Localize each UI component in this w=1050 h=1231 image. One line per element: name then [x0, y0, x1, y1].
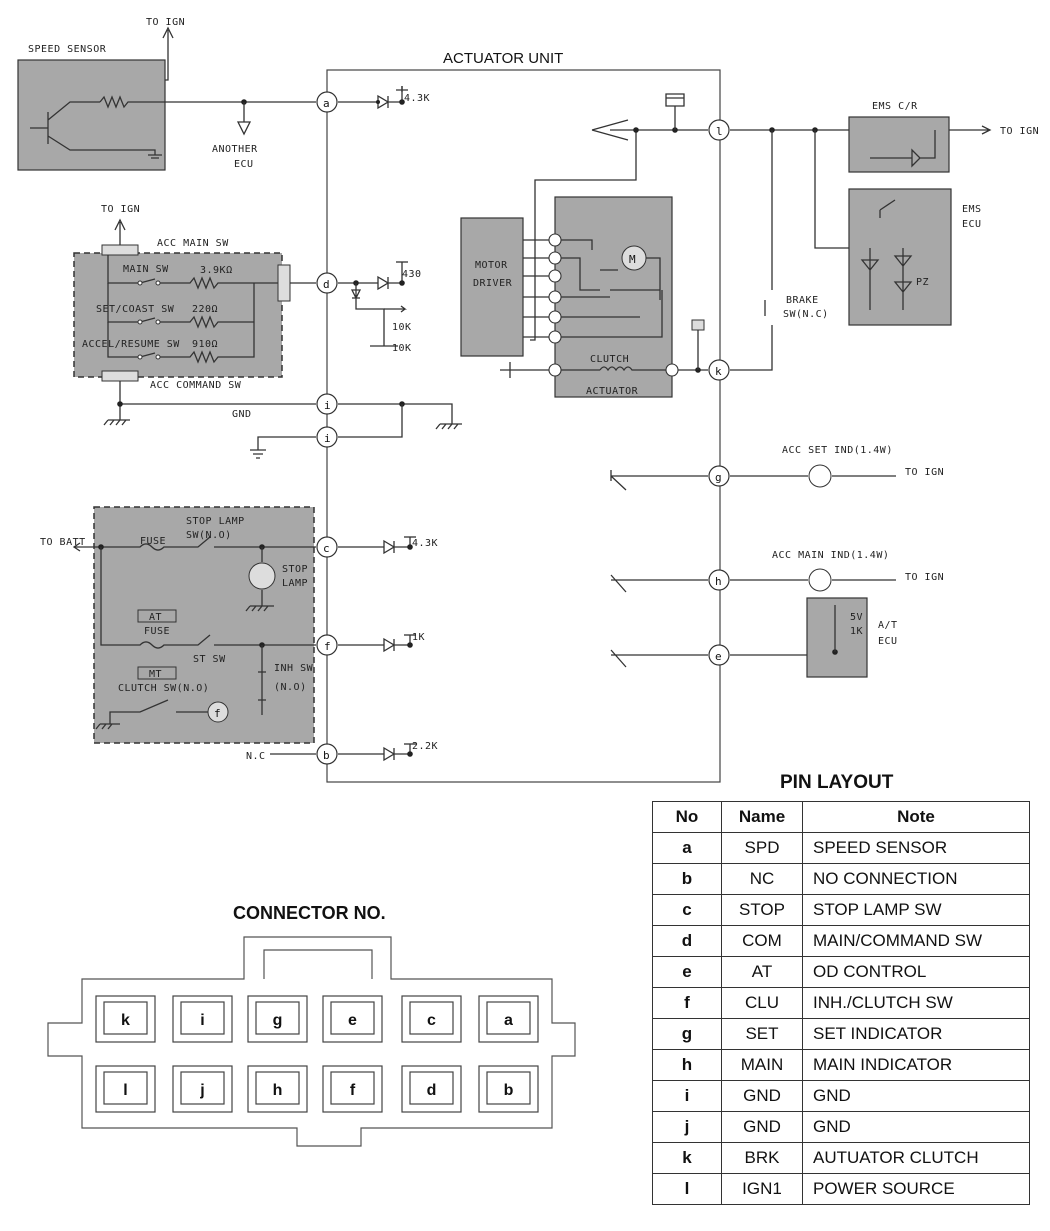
acc-main-ind-label: ACC MAIN IND(1.4W)	[772, 550, 890, 561]
pin-row	[653, 1081, 1030, 1112]
pin-no-cell: h	[653, 1050, 722, 1081]
pin-no-cell: g	[653, 1019, 722, 1050]
pin-c-resistor-label: 4.3K	[412, 538, 439, 549]
at-ecu-box	[807, 598, 867, 677]
pz-label: PZ	[916, 277, 930, 288]
pin-circle-l: l	[716, 125, 723, 138]
clutch-sw-label: CLUTCH SW(N.O)	[118, 683, 210, 694]
to-batt-label: TO BATT	[40, 537, 86, 548]
pin-circle-i-2: i	[324, 432, 331, 445]
to-ign-label-4: TO IGN	[905, 467, 945, 478]
pin-no-cell: f	[653, 988, 722, 1019]
inh-sw-label-2: (N.O)	[274, 682, 307, 693]
to-ign-label-5: TO IGN	[905, 572, 945, 583]
pin-name-cell: GND	[722, 1112, 803, 1143]
pin-note-cell: OD CONTROL	[803, 957, 1030, 988]
ems-cr-label: EMS C/R	[872, 101, 918, 112]
pin-name-cell: MAIN	[722, 1050, 803, 1081]
pin-d-resistor2-label: 10K	[392, 322, 412, 333]
pin-d-resistor3-label: 10K	[392, 343, 412, 354]
pin-circle-g: g	[715, 471, 722, 484]
pin-circle-f: f	[324, 640, 331, 653]
pin-row	[653, 833, 1030, 864]
motor-driver-label-2: DRIVER	[473, 278, 513, 289]
stop-lamp-label-2: LAMP	[282, 578, 309, 589]
connector-pin-letter: h	[272, 1082, 283, 1099]
pin-no-cell: e	[653, 957, 722, 988]
at-label: AT	[149, 612, 163, 623]
pin-name-cell: COM	[722, 926, 803, 957]
connector-pin-letter: i	[200, 1012, 205, 1029]
accel-resume-resistor-label: 910Ω	[192, 339, 219, 350]
pin-note-cell: GND	[803, 1112, 1030, 1143]
pin-name-cell: SPD	[722, 833, 803, 864]
stop-lamp-label-1: STOP	[282, 564, 309, 575]
pin-note-cell: SET INDICATOR	[803, 1019, 1030, 1050]
v5-label: 5V	[850, 612, 864, 623]
actuator-unit-box	[327, 70, 720, 782]
main-sw-resistor-label: 3.9KΩ	[200, 265, 233, 276]
acc-set-ind-label: ACC SET IND(1.4W)	[782, 445, 893, 456]
main-sw-label: MAIN SW	[123, 264, 169, 275]
pin-note-cell: MAIN INDICATOR	[803, 1050, 1030, 1081]
pin-row	[653, 1112, 1030, 1143]
acc-switch-box	[74, 253, 282, 377]
pin-no-cell: j	[653, 1112, 722, 1143]
connector-pin-letter: f	[349, 1082, 356, 1099]
connector-pin-letter: c	[427, 1012, 436, 1029]
actuator-unit-title: ACTUATOR UNIT	[443, 50, 564, 67]
pin-note-cell: INH./CLUTCH SW	[803, 988, 1030, 1019]
pin-circle-k: k	[715, 365, 722, 378]
to-ign-label-1: TO IGN	[146, 17, 186, 28]
pin-no-cell: l	[653, 1174, 722, 1205]
pin-layout-header-row	[653, 802, 1030, 833]
pin-name-cell: GND	[722, 1081, 803, 1112]
pin-note-cell: AUTUATOR CLUTCH	[803, 1143, 1030, 1174]
connector-pin-letter: b	[503, 1082, 514, 1099]
pin-row	[653, 957, 1030, 988]
pin-row	[653, 1050, 1030, 1081]
connector-pin-letter: j	[200, 1082, 205, 1099]
at-ecu-label-2: ECU	[878, 636, 898, 647]
pin-circle-i-1: i	[324, 399, 331, 412]
pin-layout-table	[652, 801, 1030, 1205]
f-circle-label: f	[214, 707, 221, 720]
pin-circle-d: d	[323, 278, 330, 291]
pin-no-cell: i	[653, 1081, 722, 1112]
pin-no-cell: d	[653, 926, 722, 957]
header-name: Name	[722, 802, 803, 833]
pin-note-cell: MAIN/COMMAND SW	[803, 926, 1030, 957]
inh-sw-label-1: INH SW	[274, 663, 314, 674]
pin-no-cell: b	[653, 864, 722, 895]
pin-no-cell: k	[653, 1143, 722, 1174]
pin-row	[653, 926, 1030, 957]
speed-sensor-label: SPEED SENSOR	[28, 44, 107, 55]
ems-ecu-label-1: EMS	[962, 204, 982, 215]
pin-name-cell: BRK	[722, 1143, 803, 1174]
r-1k-label: 1K	[850, 626, 864, 637]
connector-pin-letter: e	[348, 1012, 357, 1029]
to-ign-label-3: TO IGN	[1000, 126, 1040, 137]
fuse-label: FUSE	[140, 536, 167, 547]
connector-pin-letter: d	[426, 1082, 437, 1099]
pin-circle-c: c	[323, 542, 330, 555]
pin-circle-b: b	[323, 749, 330, 762]
at-fuse-label: FUSE	[144, 626, 171, 637]
header-note: Note	[803, 802, 1030, 833]
brake-sw-label-2: SW(N.C)	[783, 309, 829, 320]
connector-pin-letter: a	[504, 1012, 513, 1029]
pin-row	[653, 1143, 1030, 1174]
pin-name-cell: CLU	[722, 988, 803, 1019]
set-coast-sw-label: SET/COAST SW	[96, 304, 175, 315]
gnd-label: GND	[232, 409, 252, 420]
pin-no-cell: a	[653, 833, 722, 864]
pin-l-line	[592, 120, 708, 140]
pin-note-cell: GND	[803, 1081, 1030, 1112]
pin-layout-title: PIN LAYOUT	[780, 772, 894, 793]
connector-pin-letter: l	[123, 1082, 128, 1099]
st-sw-label: ST SW	[193, 654, 226, 665]
another-ecu-label-2: ECU	[234, 159, 254, 170]
pin-circle-h: h	[715, 575, 722, 588]
set-coast-resistor-label: 220Ω	[192, 304, 219, 315]
motor-driver-label-1: MOTOR	[475, 260, 508, 271]
pin-name-cell: AT	[722, 957, 803, 988]
stop-lamp-sw-label-1: STOP LAMP	[186, 516, 245, 527]
nc-label: N.C	[246, 751, 266, 762]
pin-note-cell: NO CONNECTION	[803, 864, 1030, 895]
connector-title: CONNECTOR NO.	[233, 903, 386, 923]
at-ecu-label-1: A/T	[878, 620, 898, 631]
pin-row	[653, 988, 1030, 1019]
pin-a-resistor-label: 4.3K	[404, 93, 431, 104]
speed-sensor-box	[18, 60, 165, 170]
brake-sw-label-1: BRAKE	[786, 295, 819, 306]
pin-circle-e: e	[715, 650, 722, 663]
pin-name-cell: STOP	[722, 895, 803, 926]
pin-name-cell: IGN1	[722, 1174, 803, 1205]
header-no: No	[653, 802, 722, 833]
pin-note-cell: STOP LAMP SW	[803, 895, 1030, 926]
pin-no-cell: c	[653, 895, 722, 926]
pin-row	[653, 1174, 1030, 1205]
connector-pin-letter: k	[121, 1012, 130, 1029]
pin-b-resistor-label: 2.2K	[412, 741, 439, 752]
another-ecu-label-1: ANOTHER	[212, 144, 258, 155]
pin-circle-a: a	[323, 97, 330, 110]
ems-cr-box	[849, 117, 949, 172]
pin-name-cell: SET	[722, 1019, 803, 1050]
another-ecu-arrow	[238, 102, 250, 134]
acc-main-sw-label: ACC MAIN SW	[157, 238, 229, 249]
ems-ecu-box	[849, 189, 951, 325]
pin-note-cell: SPEED SENSOR	[803, 833, 1030, 864]
pin-row	[653, 895, 1030, 926]
clutch-label: CLUTCH	[590, 354, 630, 365]
pin-row	[653, 1019, 1030, 1050]
gnd-wire-2	[250, 437, 316, 458]
stop-lamp-sw-label-2: SW(N.O)	[186, 530, 232, 541]
acc-command-sw-label: ACC COMMAND SW	[150, 380, 242, 391]
gnd-wire-right	[338, 404, 462, 429]
pin-f-resistor-label: 1K	[412, 632, 426, 643]
pin-name-cell: NC	[722, 864, 803, 895]
pin-row	[653, 864, 1030, 895]
connector-pin-letter: g	[272, 1012, 283, 1029]
to-ign-label-2: TO IGN	[101, 204, 141, 215]
accel-resume-sw-label: ACCEL/RESUME SW	[82, 339, 180, 350]
mt-label: MT	[149, 669, 163, 680]
pin-note-cell: POWER SOURCE	[803, 1174, 1030, 1205]
motor-symbol: M	[629, 253, 636, 266]
pin-d-resistor-label: 430	[402, 269, 422, 280]
actuator-label: ACTUATOR	[586, 386, 639, 397]
ems-ecu-label-2: ECU	[962, 219, 982, 230]
